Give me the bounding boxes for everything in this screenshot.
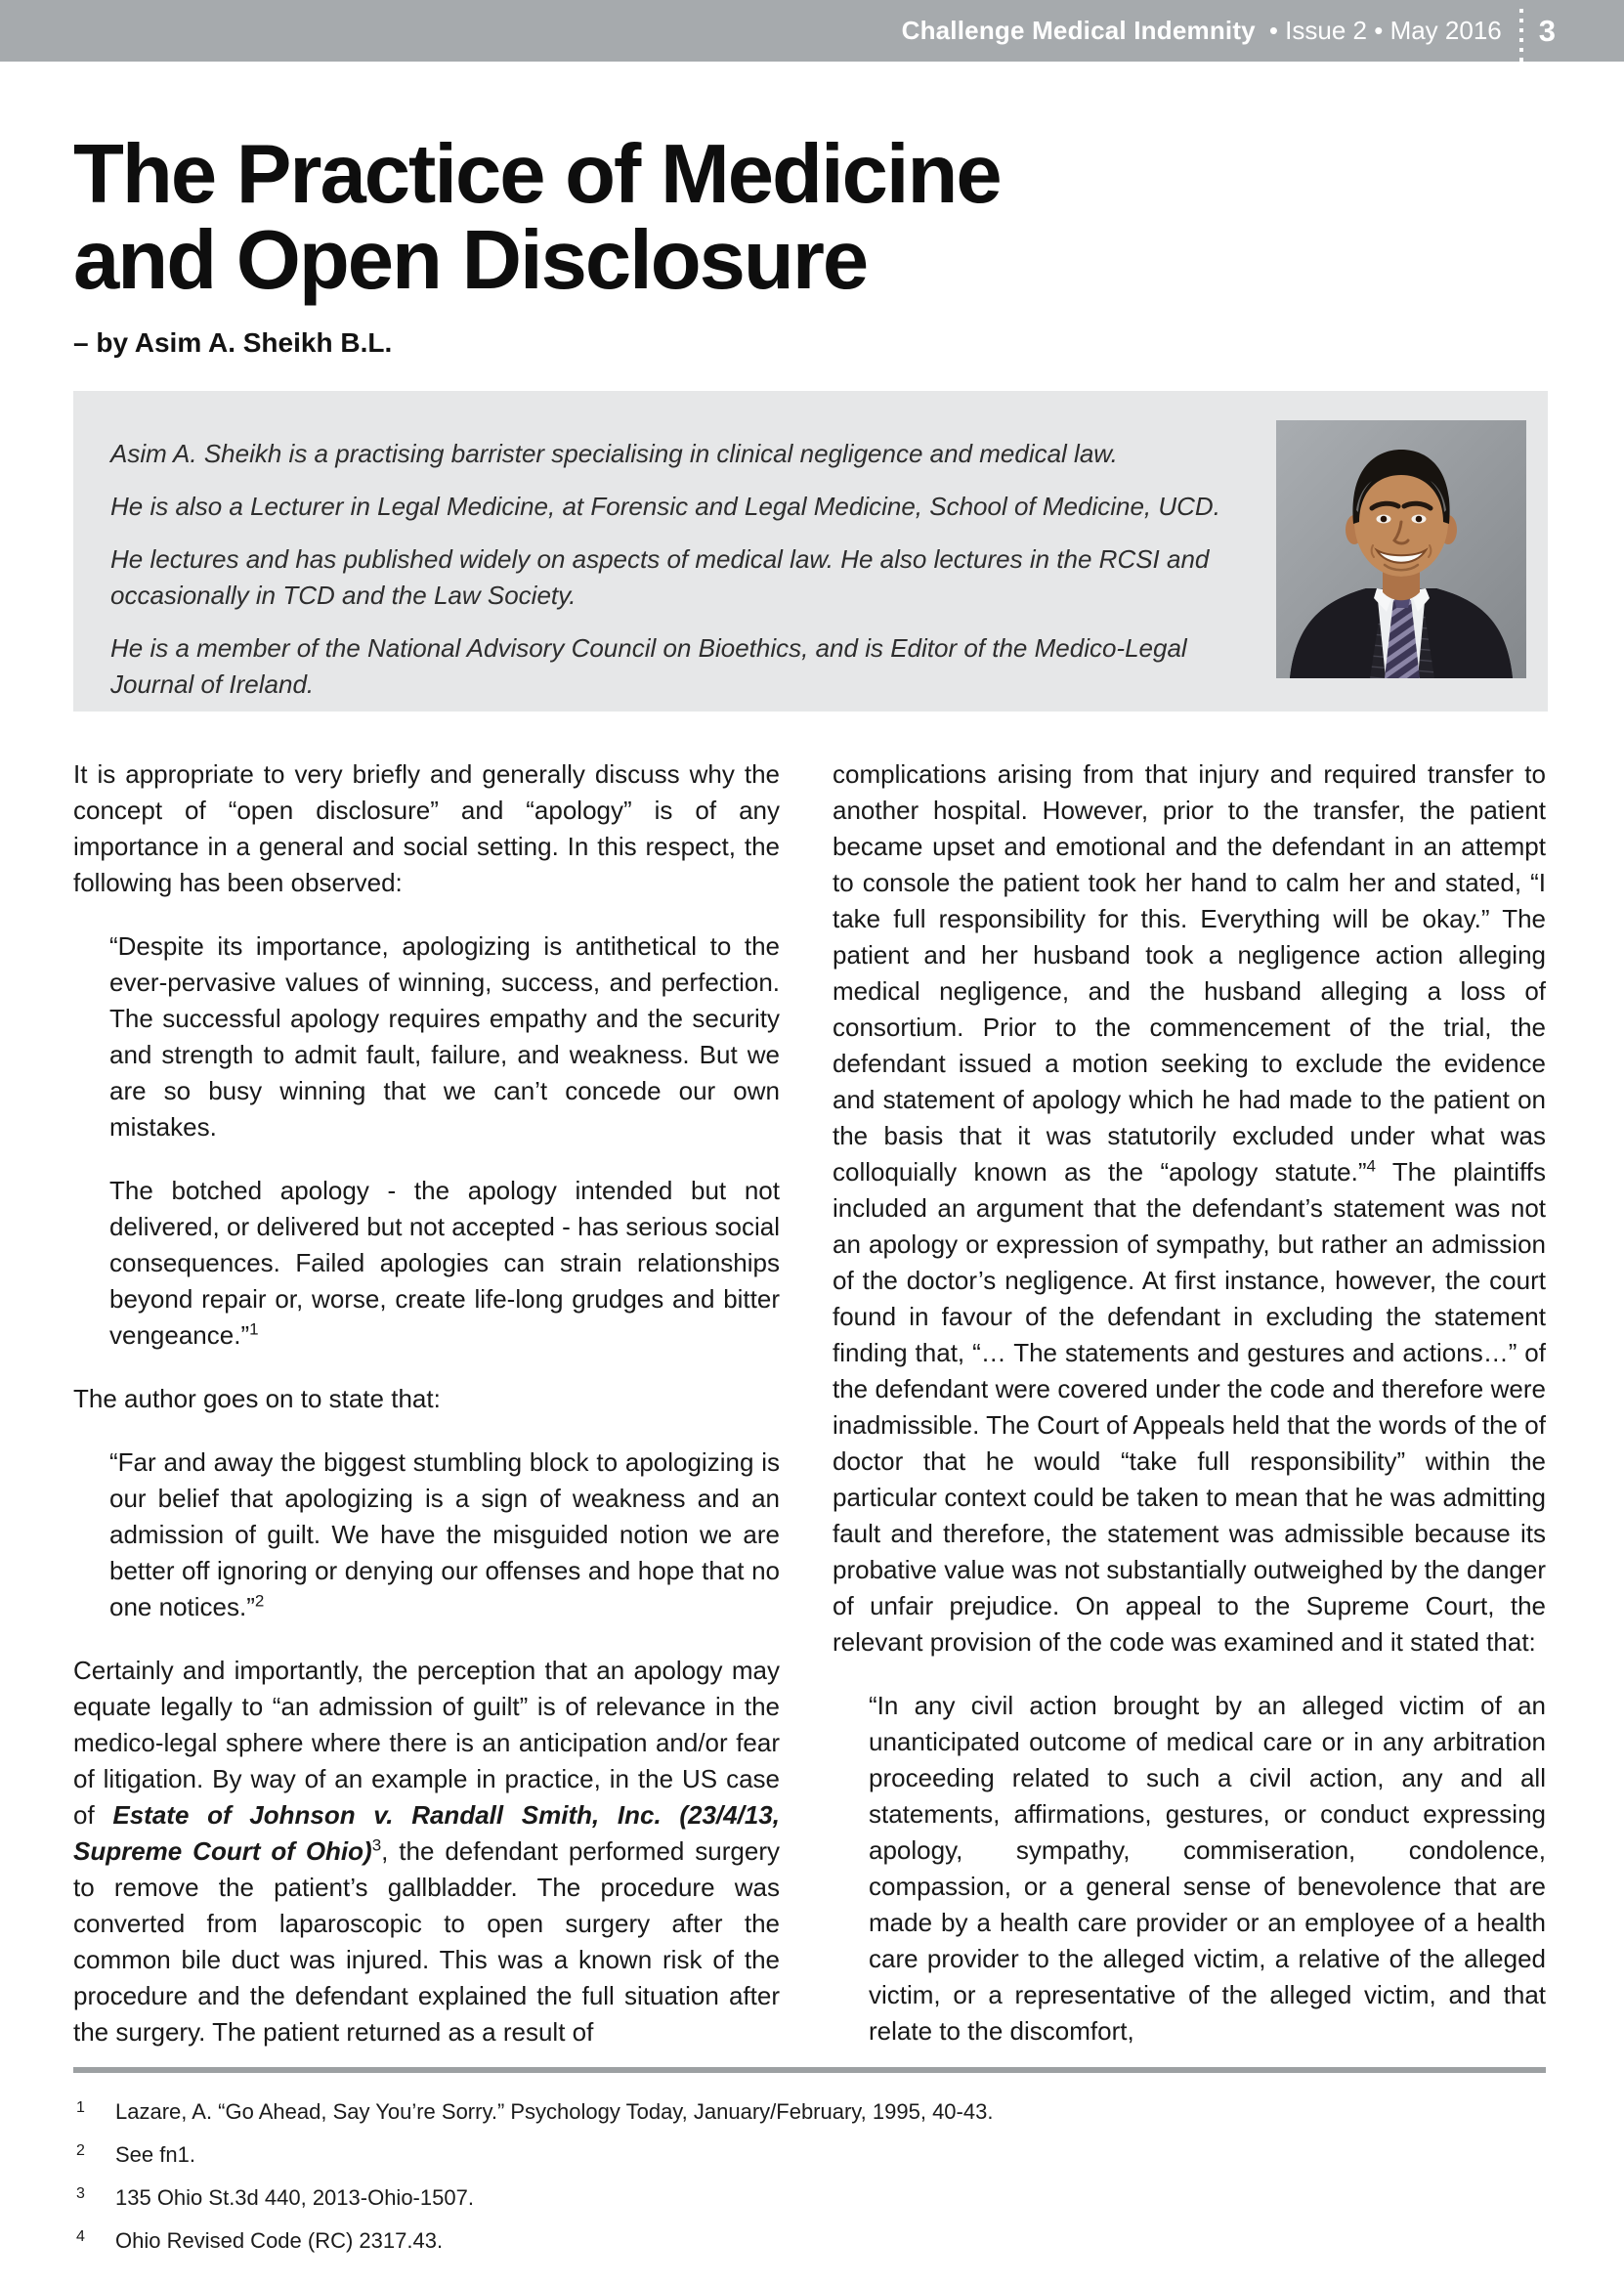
footnote-text: Ohio Revised Code (RC) 2317.43. [115, 2228, 444, 2253]
bio-paragraph: He is a member of the National Advisory Council on Bioethics, and is Editor of the Medico-Legal Journal of Ireland. [110, 633, 1187, 699]
portrait-illustration [1276, 420, 1526, 678]
publication-title: Challenge Medical Indemnity [901, 16, 1256, 45]
right-column [833, 756, 1546, 2067]
text-run: The author goes on to state that: [73, 1384, 441, 1413]
bio-paragraph: He lectures and has published widely on aspects of medical law. He also lectures in the RCSI and occasionally in TCD and the Law Society. [110, 544, 1210, 610]
footnote-number: 1 [76, 2099, 85, 2116]
footnote-divider [73, 2067, 1546, 2073]
text-run: The botched apology - the apology intended but not delivered, or delivered but not accepted - has serious social consequences. Failed apologies can strain relationships beyond repair or, worse, create life-long grudges and bitter vengeance.” [109, 1176, 780, 1350]
footnote-number: 2 [76, 2142, 85, 2159]
dotted-divider [1519, 9, 1523, 81]
footnote-number: 4 [76, 2228, 85, 2245]
footnote-ref: 4 [1366, 1156, 1376, 1176]
footnote-text: Lazare, A. “Go Ahead, Say You’re Sorry.” Psychology Today, January/February, 1995, 40-43. [115, 2099, 994, 2124]
author-photo [1276, 420, 1526, 678]
footnote-list [76, 2098, 1624, 2254]
body-paragraph [73, 1381, 780, 1417]
footnote-text: 135 Ohio St.3d 440, 2013-Ohio-1507. [115, 2185, 474, 2210]
body-paragraph [73, 1653, 780, 2050]
block-quote [73, 1173, 780, 1354]
footnote-ref: 2 [254, 1591, 265, 1611]
block-quote [73, 928, 780, 1145]
article-title-block [73, 128, 1624, 359]
text-run: complications arising from that injury and required transfer to another hospital. However, prior to the transfer, the patient became upset and emotional and the defendant in an attempt to console the patient took her hand to calm her and stated, “I take full responsibility for this. Everything will be okay.” The patient and her husband took a negligence action alleging medical negligence, and the husband alleging a loss of consortium. Prior to the commencement of the trial, the defendant issued a motion seeking to exclude the evidence and statement of apology which he had made to the patient on the basis that it was statutorily excluded under what was colloquially known as the “apology statute.” [833, 759, 1546, 1186]
footnote-item [76, 2141, 1624, 2168]
page-title: The Practice of Medicine [73, 128, 1001, 221]
page-header [0, 0, 1624, 62]
footnote-ref: 3 [371, 1835, 382, 1855]
footnote-number: 3 [76, 2185, 85, 2202]
footnote-item [76, 2227, 1624, 2254]
footnote-text: See fn1. [115, 2142, 195, 2167]
article-body [73, 756, 1546, 2067]
footnote-ref: 1 [249, 1319, 259, 1339]
case-citation: Estate of Johnson v. Randall Smith, Inc. (23/4/13, Supreme Court of Ohio) [73, 1800, 780, 1866]
body-paragraph [833, 756, 1546, 1661]
text-run: Certainly and importantly, the perception that an apology may equate legally to “an admission of guilt” is of relevance in the medico-legal sphere where there is an anticipation and/or fear of litigation. By way of an example in practice, in the US case of [73, 1656, 780, 1830]
left-column [73, 756, 780, 2067]
footnote-item [76, 2184, 1624, 2211]
text-run: The plaintiffs included an argument that the defendant’s statement was not an apology or expression of sympathy, but rather an admission of the doctor’s negligence. At first instance, however, the court found in favour of the defendant in excluding the statement finding that, “… The statements and gestures and actions…” of the defendant were covered under the code and therefore were inadmissible. The Court of Appeals held that the words of the of doctor that he would “take full responsibility” within the particular context could be taken to mean that he was admitting fault and therefore, the statement was admissible because its probative value was not substantially outweighed by the danger of unfair prejudice. On appeal to the Supreme Court, the relevant provision of the code was examined and it stated that: [833, 1157, 1546, 1657]
bio-paragraph: Asim A. Sheikh is a practising barrister specialising in clinical negligence and medical law. [110, 439, 1118, 468]
page-number: 3 [1538, 13, 1556, 48]
page-title-line2: and Open Disclosure [73, 214, 868, 307]
text-run: , the defendant performed surgery to remove the patient’s gallbladder. The procedure was converted from laparoscopic to open surgery after the common bile duct was injured. This was a known risk of the procedure and the defendant explained the full situation after the surgery. The patient returned as a result of [73, 1836, 780, 2047]
byline: – by Asim A. Sheikh B.L. [73, 327, 393, 358]
bio-paragraph: He is also a Lecturer in Legal Medicine, at Forensic and Legal Medicine, School of Medicine, UCD. [110, 492, 1220, 521]
issue-date-label: • Issue 2 • May 2016 [1268, 16, 1502, 45]
footnote-item [76, 2098, 1624, 2125]
body-paragraph [73, 756, 780, 901]
author-bio-box [73, 391, 1548, 712]
text-run: “Far and away the biggest stumbling block to apologizing is our belief that apologizing is a sign of weakness and an admission of guilt. We have the misguided notion we are better off ignoring or denying our offenses and hope that no one notices.” [109, 1447, 780, 1621]
block-quote [73, 1445, 780, 1625]
block-quote [833, 1688, 1546, 2049]
text-run: “In any civil action brought by an alleged victim of an unanticipated outcome of medical care or in any arbitration proceeding related to such a civil action, any and all statements, affirmations, gestures, or conduct expressing apology, sympathy, commiseration, condolence, compassion, or a general sense of benevolence that are made by a health care provider or an employee of a health care provider to the alleged victim, a relative of the alleged victim, or a representative of the alleged victim, and that relate to the discomfort, [869, 1691, 1546, 2046]
text-run: “Despite its importance, apologizing is antithetical to the ever-pervasive values of winning, success, and perfection. The successful apology requires empathy and the security and strength to admit fault, failure, and weakness. But we are so busy winning that we can’t concede our own mistakes. [109, 931, 780, 1142]
text-run: It is appropriate to very briefly and generally discuss why the concept of “open disclosure” and “apology” is of any importance in a general and social setting. In this respect, the following has been observed: [73, 759, 780, 897]
